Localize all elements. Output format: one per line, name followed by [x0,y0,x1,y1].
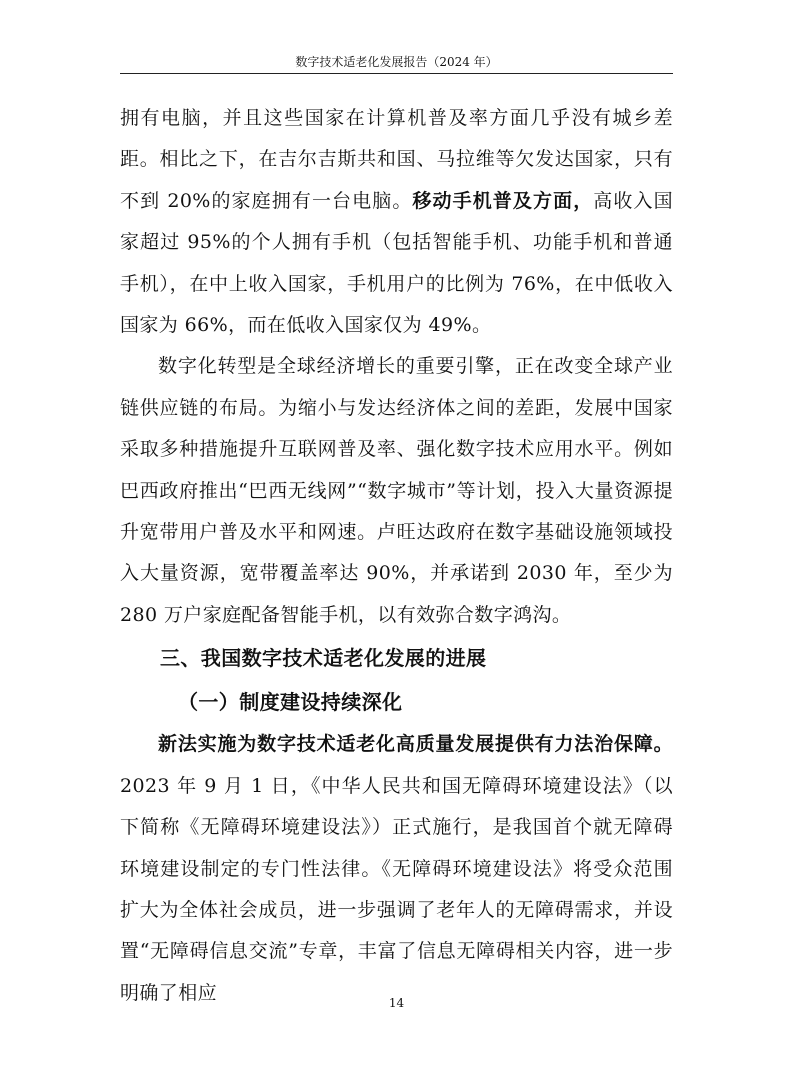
paragraph-digital-access [120,98,673,346]
paragraph-text: 拥有电脑，并且这些国家在计算机普及率方面几乎没有城乡差距。相比之下，在吉尔吉斯共和国、马拉维等欠发达国家，只有不到 20%的家庭拥有一台电脑。 [120,107,673,212]
subsection-heading: （一）制度建设持续深化 [178,690,403,715]
paragraph-text-rest: 高收入国家超过 95%的个人拥有手机（包括智能手机、功能手机和普通手机），在中上收入国家，手机用户的比例为 76%，在中低收入国家为 66%，而在低收入国家仅为 49%。 [120,189,673,337]
paragraph-digital-transformation: 数字化转型是全球经济增长的重要引擎，正在改变全球产业链供应链的布局。为缩小与发达经济体之间的差距，发展中国家采取多种措施提升互联网普及率、强化数字技术应用水平。例如巴西政府推出“巴西无线网”“数字城市”等计划，投入大量资源提升宽带用户普及水平和网速。卢旺达政府在数字基础设施领域投入大量资源，宽带覆盖率达 90%，并承诺到 2030 年，至少为 280 万户家庭配备智能手机，以有效弥合数字鸿沟。 [120,355,673,626]
paragraph-lead-bold: 新法实施为数字技术适老化高质量发展提供有力法治保障。 [158,733,673,756]
page-body [120,98,673,1014]
running-header: 数字技术适老化发展报告（2024 年） [295,55,498,69]
paragraph-text-rest: 2023 年 9 月 1 日，《中华人民共和国无障碍环境建设法》（以下简称《无障碍环境建设法》）正式施行，是我国首个就无障碍环境建设制定的专门性法律。《无障碍环境建设法》将受众范围扩大为全体社会成员，进一步强调了老年人的无障碍需求，并设置“无障碍信息交流”专章，丰富了信息无障碍相关内容，进一步明确了相应 [120,774,673,1004]
header-divider [120,73,673,74]
paragraph-new-law [120,724,673,1014]
section-heading: 三、我国数字技术适老化发展的进展 [160,646,487,671]
page-number: 14 [388,996,405,1010]
paragraph-lead-bold: 移动手机普及方面， [412,189,594,212]
